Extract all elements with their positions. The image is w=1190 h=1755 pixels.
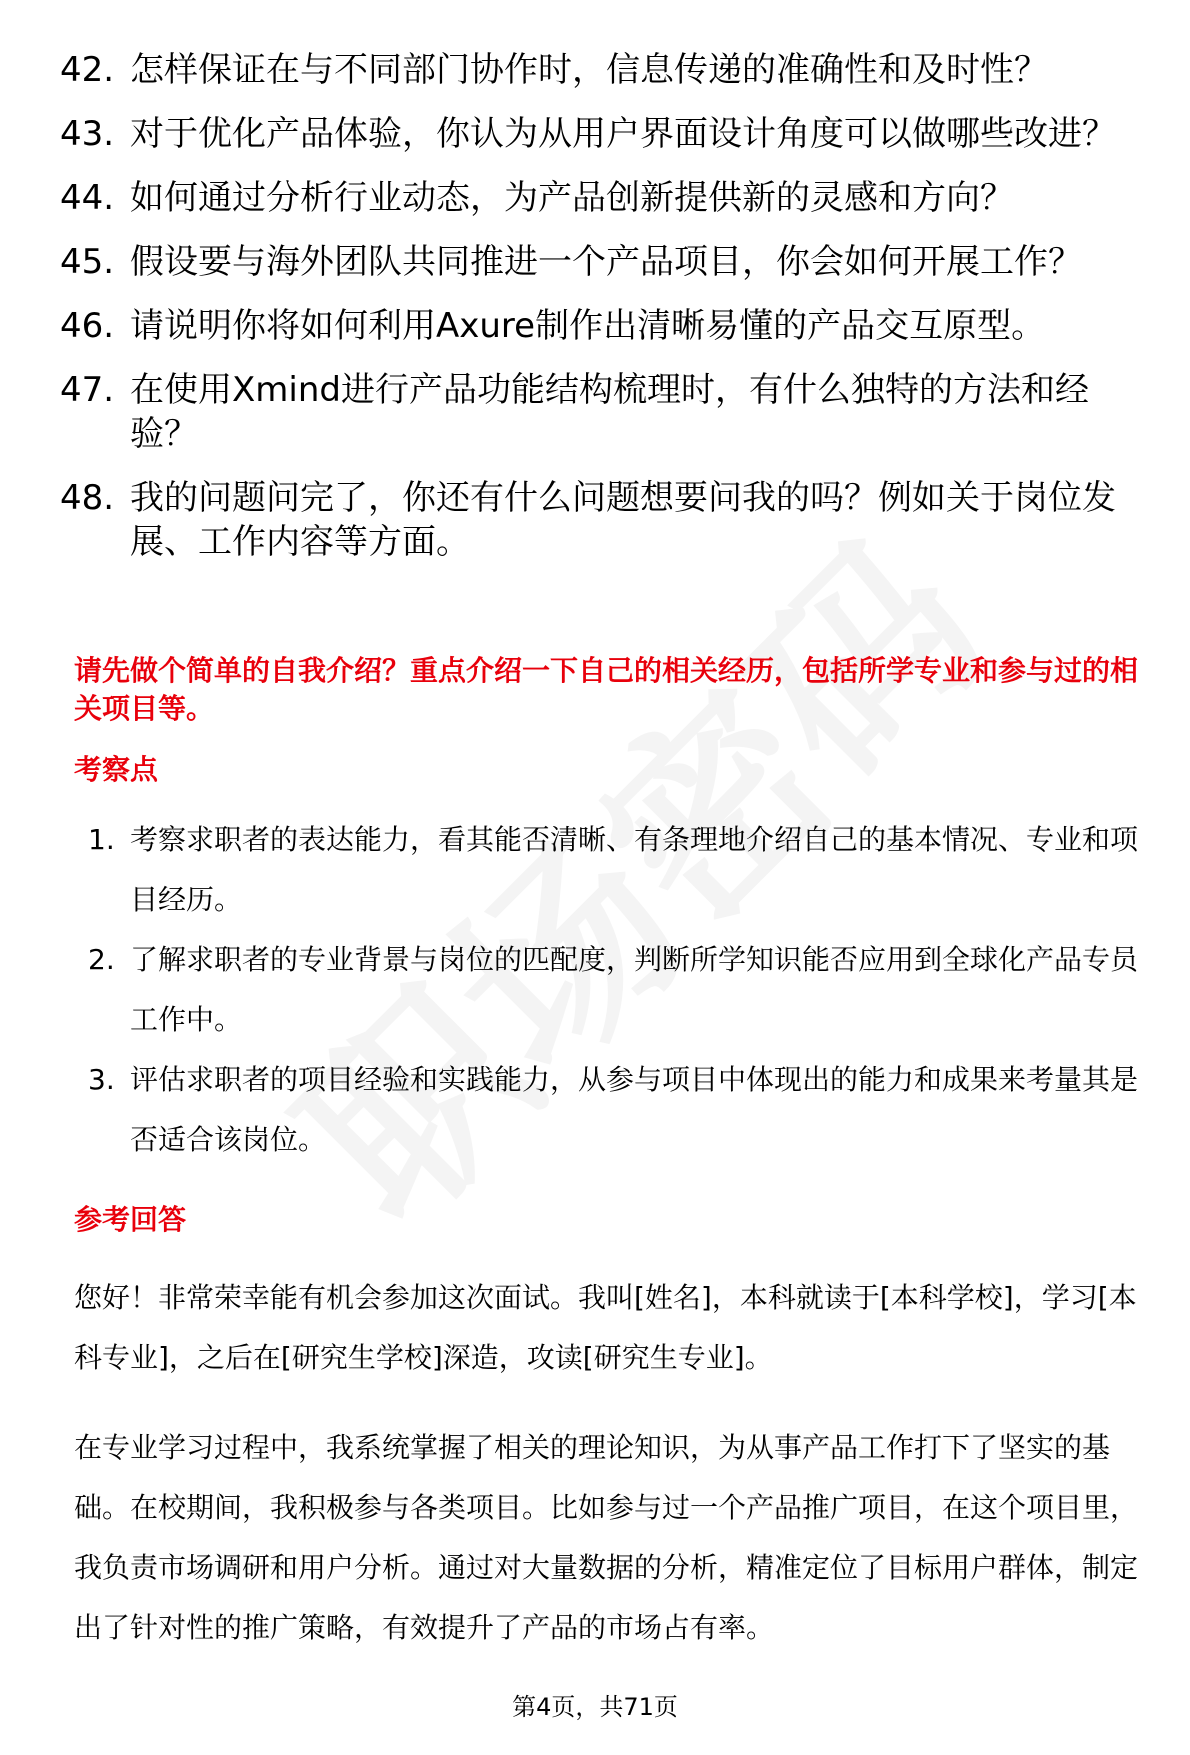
question-text: 我的问题问完了，你还有什么问题想要问我的吗？例如关于岗位发展、工作内容等方面。 [130, 478, 1116, 562]
page-footer: 第4页，共71页 [512, 1693, 678, 1721]
question-text: 假设要与海外团队共同推进一个产品项目，你会如何开展工作？ [130, 242, 1082, 282]
points-heading: 考察点 [74, 753, 159, 786]
section-question-title: 请先做个简单的自我介绍？重点介绍一下自己的相关经历，包括所学专业和参与过的相关项目等。 [74, 654, 1139, 725]
question-item [60, 240, 1150, 284]
question-number: 45. [60, 242, 115, 282]
question-number: 48. [60, 478, 115, 518]
question-text: 请说明你将如何利用Axure制作出清晰易懂的产品交互原型。 [130, 306, 1046, 346]
point-item [88, 810, 1148, 930]
question-item [60, 48, 1150, 92]
question-item [60, 112, 1150, 156]
point-text: 了解求职者的专业背景与岗位的匹配度，判断所学知识能否应用到全球化产品专员工作中。 [130, 943, 1139, 1036]
point-number: 1. [88, 823, 115, 856]
answer-heading: 参考回答 [74, 1203, 187, 1236]
question-number: 43. [60, 114, 115, 154]
question-text: 如何通过分析行业动态，为产品创新提供新的灵感和方向？ [130, 178, 1014, 218]
points-list [88, 810, 1148, 1170]
question-item [60, 476, 1150, 564]
point-number: 2. [88, 943, 115, 976]
point-item [88, 1050, 1148, 1170]
point-number: 3. [88, 1063, 115, 1096]
answer-paragraph: 在专业学习过程中，我系统掌握了相关的理论知识，为从事产品工作打下了坚实的基础。在校期间，我积极参与各类项目。比如参与过一个产品推广项目，在这个项目里，我负责市场调研和用户分析。通过对大量数据的分析，精准定位了目标用户群体，制定出了针对性的推广策略，有效提升了产品的市场占有率。 [74, 1431, 1139, 1644]
point-item [88, 930, 1148, 1050]
question-item [60, 176, 1150, 220]
question-number: 44. [60, 178, 115, 218]
question-text: 在使用Xmind进行产品功能结构梳理时，有什么独特的方法和经验？ [130, 370, 1089, 454]
question-number: 47. [60, 370, 115, 410]
question-number: 46. [60, 306, 115, 346]
answer-paragraph: 您好！非常荣幸能有机会参加这次面试。我叫[姓名]，本科就读于[本科学校]，学习[本科专业]，之后在[研究生学校]深造，攻读[研究生专业]。 [74, 1281, 1137, 1374]
question-text: 怎样保证在与不同部门协作时，信息传递的准确性和及时性？ [130, 50, 1048, 90]
question-list [60, 48, 1150, 584]
question-number: 42. [60, 50, 115, 90]
point-text: 评估求职者的项目经验和实践能力，从参与项目中体现出的能力和成果来考量其是否适合该岗位。 [130, 1063, 1139, 1156]
question-item [60, 368, 1150, 456]
question-text: 对于优化产品体验，你认为从用户界面设计角度可以做哪些改进？ [130, 114, 1116, 154]
point-text: 考察求职者的表达能力，看其能否清晰、有条理地介绍自己的基本情况、专业和项目经历。 [130, 823, 1139, 916]
question-item [60, 304, 1150, 348]
